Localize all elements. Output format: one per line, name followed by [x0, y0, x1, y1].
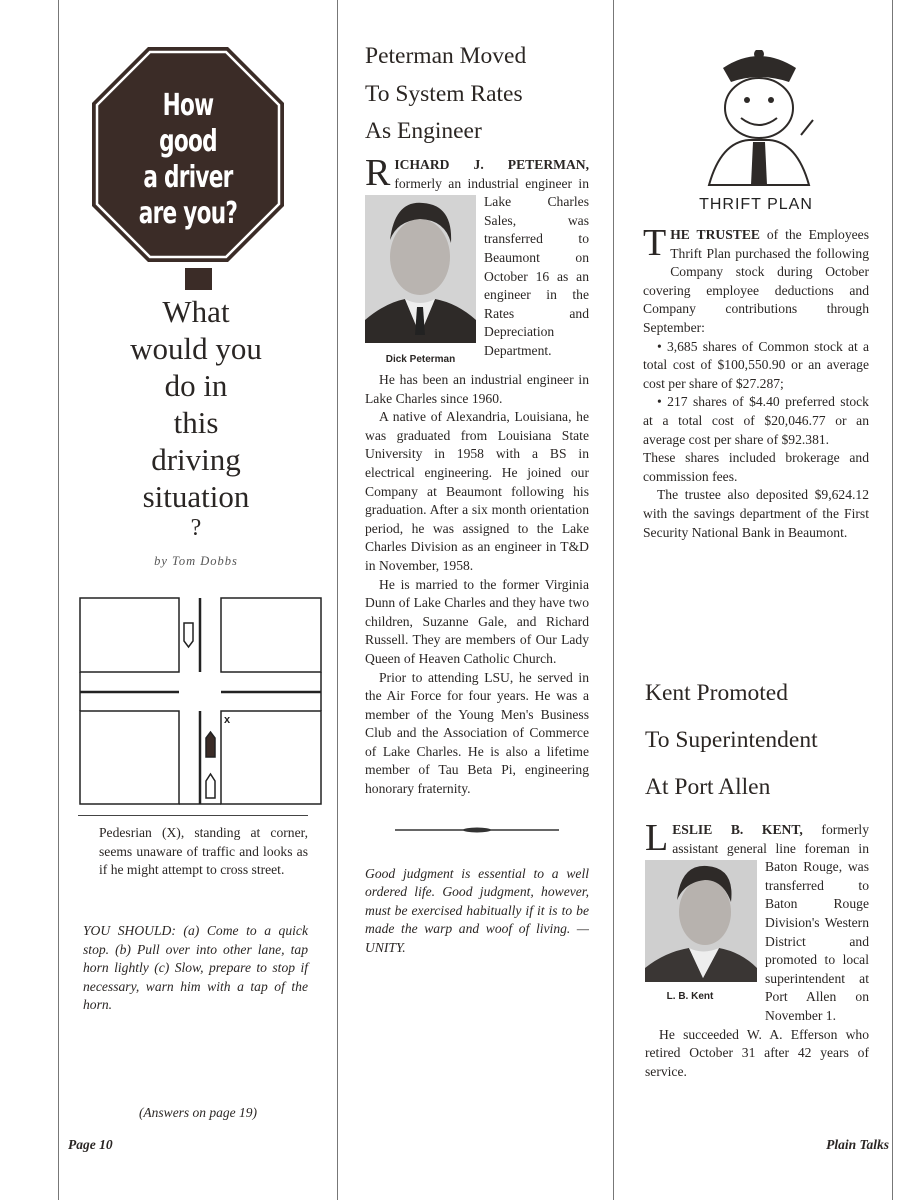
article-paragraph: He is married to the former Virginia Dunn of Lake Charles and they have two children, Suzanne Gale, and Richard Russell. They are members of Our Lady Queen of Heaven Catholic Church. [365, 576, 589, 666]
options-paragraph: YOU SHOULD: (a) Come to a quick stop. (b) Pull over into other lane, tap horn lightly (c) Slow, prepare to stop if necessary, warn him with a tap of the horn. [83, 923, 308, 1013]
bullet-icon: • [657, 394, 668, 410]
article-paragraph: Prior to attending LSU, he served in the Air Force for four years. He was a member of the Young Men's Business Club and the Association of Commerce of Lake Charles. He is also a lifetime member of Tau Beta Pi, engineering honorary fraternity. [365, 669, 589, 797]
lead-name: ICHARD J. PETERMAN, [394, 157, 589, 172]
headline-line: do in [164, 368, 228, 403]
oncoming-car-icon [184, 623, 193, 647]
fees-paragraph: These shares included brokerage and commission fees. [643, 450, 869, 484]
drop-cap: T [643, 222, 667, 264]
headline-line: To System Rates [365, 80, 523, 107]
pedestrian-marker: x [224, 714, 231, 726]
situation-paragraph: Pedesrian (X), standing at corner, seems unaware of traffic and looks as if he might attempt to cross street. [99, 825, 308, 878]
kent-headline [645, 670, 885, 811]
peterman-photo [365, 195, 476, 343]
headline-line: Kent Promoted [645, 680, 788, 706]
page-number: Page 10 [68, 1137, 113, 1152]
headline-line: Peterman Moved [365, 43, 527, 69]
bullet-text: 217 shares of $4.40 preferred stock at a total cost of $20,046.77 or an average cost per share of $92.381. [643, 394, 869, 447]
headline-line: would you [130, 331, 262, 366]
situation-text [83, 824, 308, 880]
lead-text: formerly assistant general line foreman in Baton Rouge, was transferred to Baton Rouge Division's Western District and promoted to local superintendent at Port Allen on November 1. [672, 822, 869, 1023]
article-body [365, 152, 589, 958]
bullet-icon: • [657, 338, 667, 354]
thrift-plan-body [643, 222, 870, 542]
column-rule [337, 0, 338, 1200]
headline-line: ? [190, 515, 202, 541]
headline-line: At Port Allen [645, 774, 771, 800]
article-headline [365, 38, 605, 151]
article-paragraph: He has been an industrial engineer in Lake Charles since 1960. [365, 372, 589, 406]
column-rule [613, 0, 614, 1200]
article-paragraph: A native of Alexandria, Louisiana, he was graduated from Louisiana State University in 1958 with a BS in electrical engineering. He joined our Company at Beaumont following his graduation. After a six month orientation period, he was assigned to the Lake Charles Division as an engineer in T&D in November, 1958. [365, 409, 589, 573]
headline-line: As Engineer [365, 118, 482, 144]
sign-text [138, 88, 237, 232]
headline-line: What [162, 294, 230, 329]
publication-name: Plain Talks [826, 1137, 889, 1152]
kent-photo [645, 860, 757, 982]
kent-article-body [645, 817, 869, 1081]
drop-cap: L [645, 817, 669, 859]
answer-options [83, 922, 308, 1015]
drop-cap: R [365, 152, 391, 194]
quote-text: Good judgment is essential to a well ordered life. Good judgment, however, must be exercised habitually if it is to be made the warp and woof of living. —UNITY. [365, 865, 589, 956]
thrift-mascot-cartoon [701, 50, 819, 188]
lead-car-icon [206, 732, 215, 757]
headline-line: situation [142, 479, 250, 514]
peterman-photo-block [365, 195, 476, 367]
lead-name: ESLIE B. KENT, [672, 822, 803, 837]
lead-text: formerly an industrial engineer in Lake Charles Sales, was transferred to Beaumont on October 16 as an engineer in the Rates and Depreciation Department. [394, 175, 589, 358]
headline-line: driving [151, 442, 241, 477]
photo-caption: L. B. Kent [666, 991, 714, 1002]
lead-bold: HE TRUSTEE [670, 227, 760, 242]
article-paragraph: He succeeded W. A. Efferson who retired October 31 after 42 years of service. [645, 1026, 869, 1079]
headline-line: To Superintendent [645, 727, 818, 753]
sign-line: a driver [143, 160, 233, 195]
column-rule [892, 0, 893, 1200]
byline: by Tom Dobbs [154, 554, 238, 568]
bullet-text: 3,685 shares of Common stock at a total cost of $100,550.90 or an average cost per share of $27.287; [643, 338, 869, 391]
sign-line: are you? [138, 196, 238, 231]
column-rule [58, 0, 59, 1200]
thrift-plan-title: THRIFT PLAN [699, 196, 813, 213]
your-car-icon [206, 774, 215, 798]
intersection-diagram [79, 597, 322, 807]
answers-note: (Answers on page 19) [138, 1105, 258, 1120]
quiz-headline [99, 293, 293, 541]
photo-caption: Dick Peterman [385, 354, 456, 365]
lead-text: of the Employees Thrift Plan purchased the following Company stock during October covering employee deductions and Company contributions through September: [643, 227, 870, 335]
divider [78, 815, 308, 816]
kent-photo-block [645, 860, 757, 1004]
ornamental-divider [395, 825, 559, 835]
headline-line: this [173, 405, 219, 440]
sign-line: How good [159, 88, 217, 159]
deposit-paragraph: The trustee also deposited $9,624.12 with the savings department of the First Security National Bank in Beaumont. [643, 487, 869, 540]
